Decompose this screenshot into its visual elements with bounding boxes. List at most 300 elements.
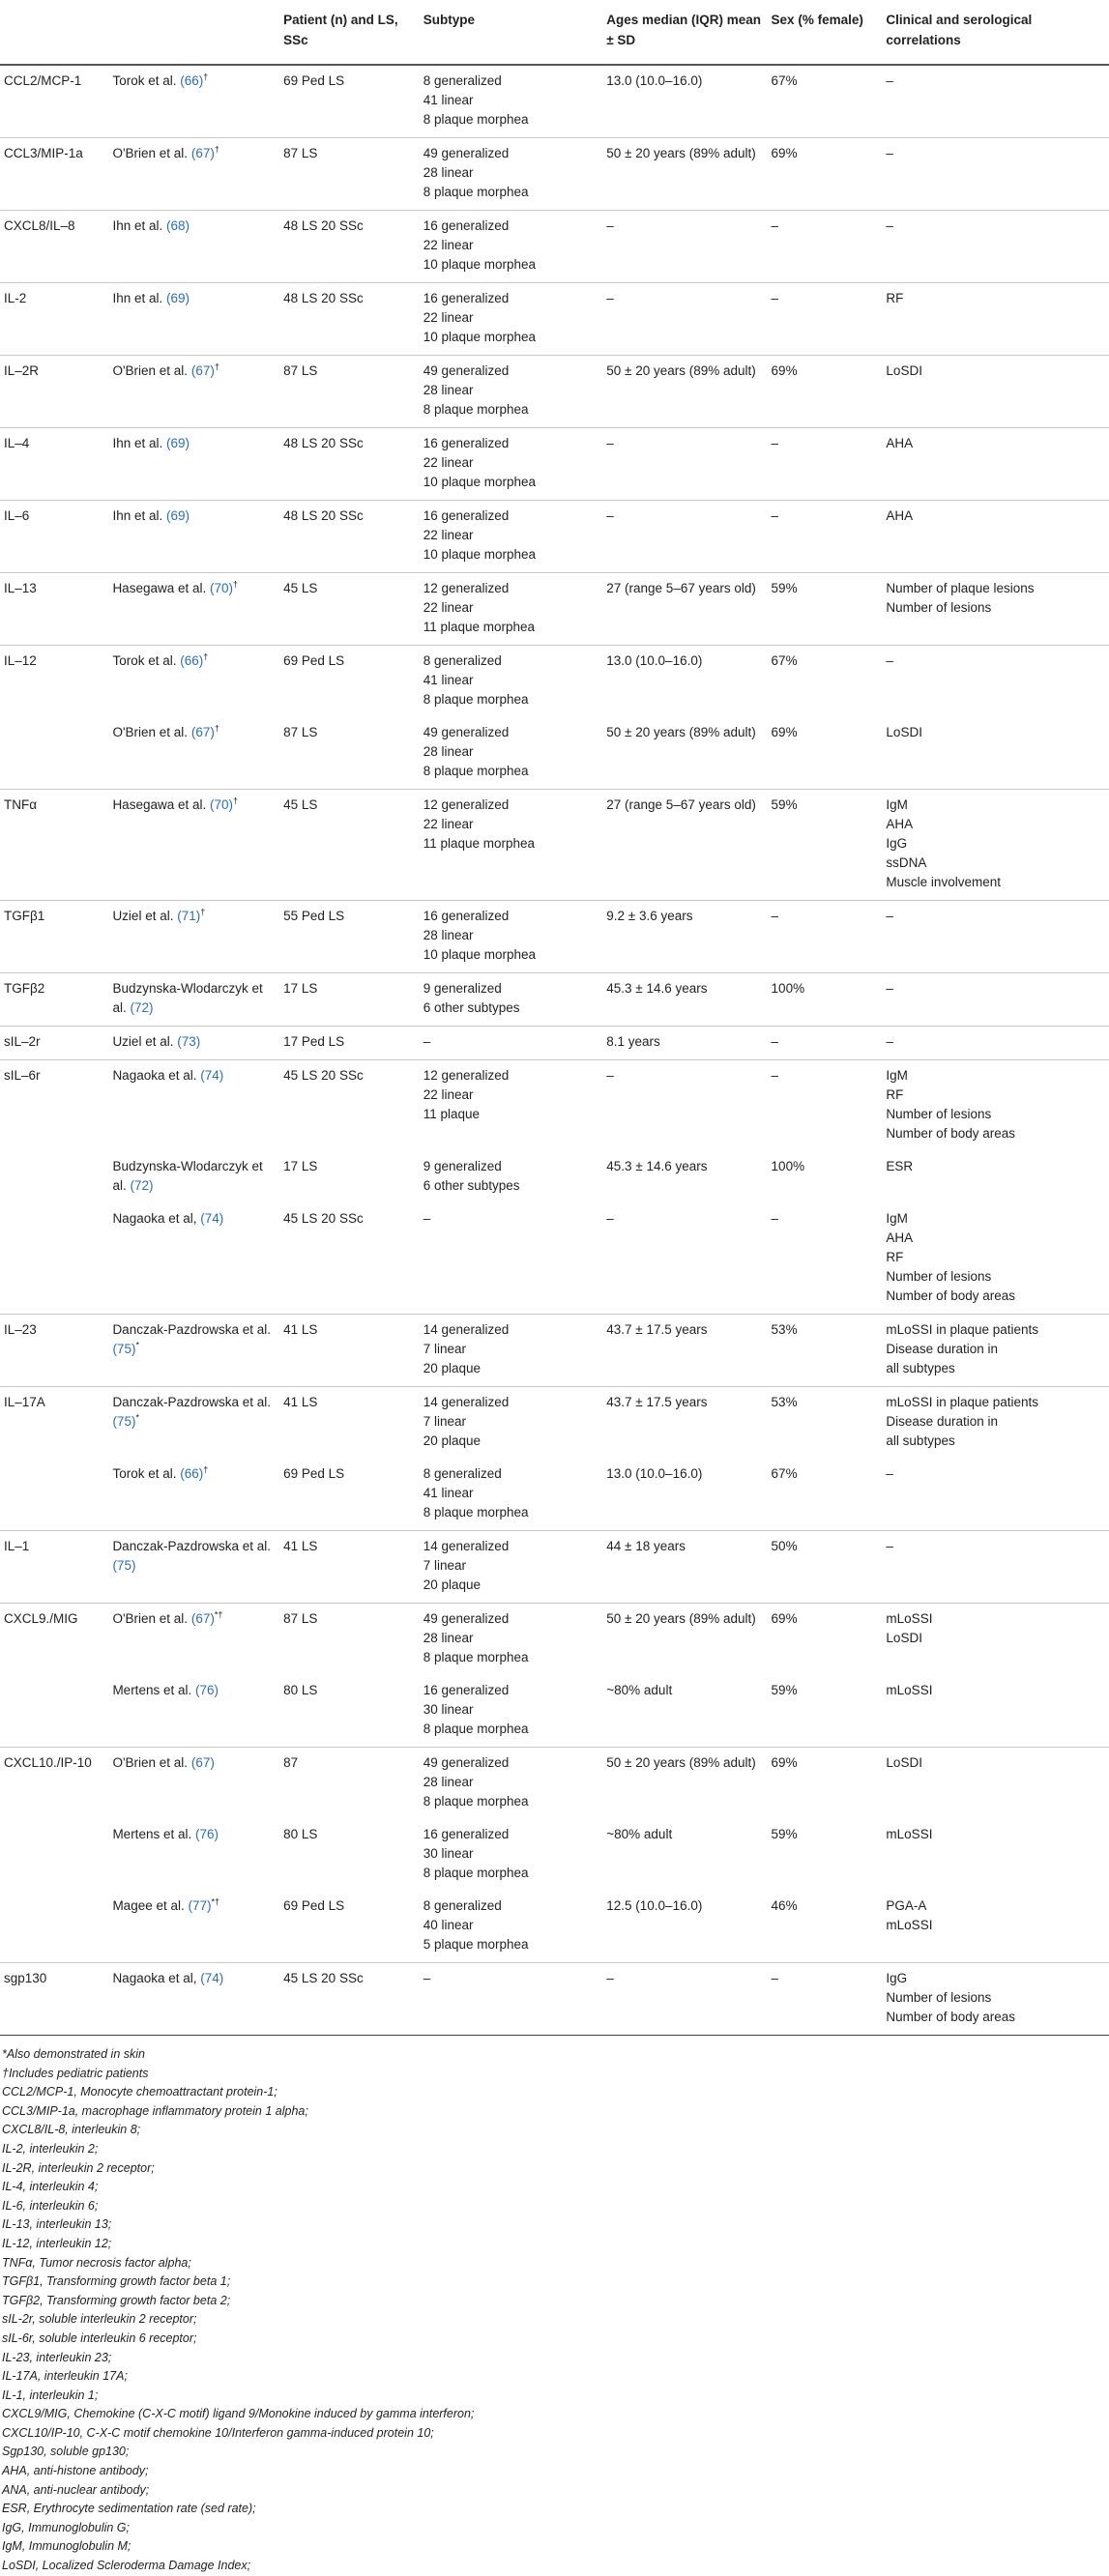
ages-cell: 8.1 years bbox=[602, 1027, 767, 1060]
reference-link[interactable]: (67) bbox=[190, 1611, 215, 1626]
clinical-line: mLoSSI in plaque patients bbox=[886, 1395, 1039, 1409]
study-author: Budzynska-Wlodarczyk et al. bbox=[112, 981, 263, 1015]
footnote-line: CCL2/MCP-1, Monocyte chemoattractant protein-1; bbox=[2, 2085, 277, 2099]
sex-cell: 100% bbox=[768, 973, 883, 1027]
study-cell bbox=[108, 211, 279, 283]
subtype-line: 11 plaque bbox=[423, 1107, 481, 1121]
study-cell bbox=[108, 1459, 279, 1531]
marker-cell: TGFβ1 bbox=[0, 901, 108, 973]
ages-cell: 27 (range 5–67 years old) bbox=[602, 573, 767, 646]
patients-cell: 17 LS bbox=[279, 973, 420, 1027]
sex-cell: 69% bbox=[768, 356, 883, 428]
clinical-line: Number of lesions bbox=[886, 1107, 992, 1121]
ages-cell: – bbox=[602, 211, 767, 283]
clinical-line: – bbox=[886, 653, 893, 668]
study-author: Torok et al. bbox=[112, 73, 177, 88]
reference-link[interactable]: (76) bbox=[195, 1683, 219, 1697]
subtype-line: 30 linear bbox=[423, 1846, 474, 1861]
study-author: Ihn et al. bbox=[112, 508, 163, 523]
sex-cell: 69% bbox=[771, 725, 798, 739]
clinical-cell bbox=[882, 1060, 1109, 1152]
study-author: O'Brien et al. bbox=[112, 146, 189, 160]
table-row bbox=[0, 573, 1109, 646]
subtype-line: 49 generalized bbox=[423, 1611, 510, 1626]
sex-cell: – bbox=[768, 283, 883, 356]
footnote-line: CXCL8/IL-8, interleukin 8; bbox=[2, 2123, 141, 2137]
subtype-line: 49 generalized bbox=[423, 1755, 510, 1770]
table-row bbox=[0, 973, 1109, 1027]
clinical-cell bbox=[882, 573, 1109, 646]
study-author: Hasegawa et al. bbox=[112, 797, 207, 812]
clinical-line: LoSDI bbox=[886, 1755, 922, 1770]
table-row bbox=[0, 790, 1109, 901]
patients-cell: 80 LS bbox=[283, 1827, 318, 1841]
patients-cell: 45 LS bbox=[279, 573, 420, 646]
subtype-line: 8 generalized bbox=[423, 1898, 502, 1913]
sex-cell: 67% bbox=[768, 646, 883, 718]
subtype-line: 7 linear bbox=[423, 1414, 466, 1429]
subtype-cell bbox=[420, 573, 603, 646]
sex-cell: 100% bbox=[771, 1159, 805, 1173]
subtype-line: 8 plaque morphea bbox=[423, 764, 529, 778]
column-header: Patient (n) and LS, SSc bbox=[279, 0, 420, 65]
subtype-line: 28 linear bbox=[423, 1775, 474, 1789]
footnote-line: ANA, anti-nuclear antibody; bbox=[2, 2482, 150, 2497]
study-footnote-mark: * bbox=[135, 1340, 139, 1350]
study-author: Mertens et al. bbox=[112, 1827, 192, 1841]
table-row bbox=[0, 1604, 1109, 1676]
table-row bbox=[0, 1819, 1109, 1891]
table-row bbox=[0, 1151, 1109, 1203]
reference-link[interactable]: (74) bbox=[200, 1068, 224, 1083]
subtype-cell bbox=[420, 790, 603, 901]
subtype-line: 16 generalized bbox=[423, 436, 510, 450]
study-footnote-mark: † bbox=[203, 72, 209, 82]
table-row bbox=[0, 1387, 1109, 1460]
subtype-cell bbox=[420, 65, 603, 138]
subtype-cell bbox=[420, 1604, 603, 1676]
study-author: Nagaoka et al. bbox=[112, 1068, 197, 1083]
clinical-cell bbox=[882, 1459, 1109, 1531]
sex-cell: – bbox=[768, 1060, 883, 1152]
clinical-line: – bbox=[886, 981, 893, 996]
table-row bbox=[0, 1060, 1109, 1152]
subtype-cell bbox=[420, 646, 603, 718]
marker-cell: IL–2R bbox=[0, 356, 108, 428]
ages-cell: 12.5 (10.0–16.0) bbox=[606, 1898, 703, 1913]
subtype-line: 49 generalized bbox=[423, 725, 510, 739]
footnote-line: IL-4, interleukin 4; bbox=[2, 2180, 99, 2194]
subtype-line: – bbox=[423, 1034, 431, 1049]
marker-cell: IL–6 bbox=[0, 501, 108, 573]
table-row bbox=[0, 283, 1109, 356]
study-author: Torok et al. bbox=[112, 1466, 177, 1481]
subtype-cell bbox=[420, 1151, 603, 1203]
reference-link[interactable]: (69) bbox=[166, 436, 190, 450]
subtype-line: 6 other subtypes bbox=[423, 1000, 520, 1015]
clinical-line: ESR bbox=[886, 1159, 914, 1173]
subtype-line: 8 plaque morphea bbox=[423, 1794, 529, 1809]
sex-cell: 59% bbox=[768, 790, 883, 901]
patients-cell: 69 Ped LS bbox=[279, 646, 420, 718]
subtype-line: 14 generalized bbox=[423, 1322, 510, 1337]
subtype-cell bbox=[420, 1203, 603, 1315]
subtype-line: 8 generalized bbox=[423, 73, 502, 88]
reference-link[interactable]: (69) bbox=[166, 508, 190, 523]
reference-link[interactable]: (71) bbox=[177, 909, 201, 923]
table-row bbox=[0, 428, 1109, 501]
subtype-cell bbox=[420, 428, 603, 501]
reference-link[interactable]: (74) bbox=[200, 1971, 224, 1985]
clinical-cell bbox=[882, 1203, 1109, 1315]
patients-cell: 41 LS bbox=[279, 1315, 420, 1387]
table-row bbox=[0, 138, 1109, 211]
ages-cell: 13.0 (10.0–16.0) bbox=[606, 1466, 703, 1481]
study-cell bbox=[108, 138, 279, 211]
study-cell bbox=[108, 717, 279, 790]
footnote-line: IL-17A, interleukin 17A; bbox=[2, 2369, 128, 2384]
clinical-line: – bbox=[886, 73, 893, 88]
clinical-cell bbox=[882, 428, 1109, 501]
patients-cell: 69 Ped LS bbox=[279, 65, 420, 138]
patients-cell: 48 LS 20 SSc bbox=[279, 428, 420, 501]
patients-cell: 69 Ped LS bbox=[283, 1898, 345, 1913]
reference-link[interactable]: (69) bbox=[166, 291, 190, 305]
subtype-line: 9 generalized bbox=[423, 981, 502, 996]
study-footnote-mark: * bbox=[135, 1412, 139, 1423]
subtype-line: 49 generalized bbox=[423, 146, 510, 160]
clinical-line: IgM bbox=[886, 1068, 908, 1083]
subtype-line: 11 plaque morphea bbox=[423, 620, 536, 634]
subtype-line: 28 linear bbox=[423, 165, 474, 180]
clinical-cell bbox=[882, 1963, 1109, 2036]
reference-link[interactable]: (75) bbox=[112, 1342, 136, 1356]
subtype-cell bbox=[420, 1027, 603, 1060]
clinical-line: LoSDI bbox=[886, 363, 922, 378]
table-row bbox=[0, 356, 1109, 428]
study-footnote-mark: † bbox=[200, 907, 206, 917]
clinical-line: Number of plaque lesions bbox=[886, 581, 1035, 595]
subtype-line: 6 other subtypes bbox=[423, 1178, 520, 1193]
marker-cell: sIL–6r bbox=[0, 1060, 108, 1152]
clinical-cell bbox=[882, 356, 1109, 428]
study-author: Danczak-Pazdrowska et al. bbox=[112, 1539, 272, 1553]
table-row bbox=[0, 901, 1109, 973]
table-row bbox=[0, 1748, 1109, 1820]
subtype-cell bbox=[420, 501, 603, 573]
study-author: Ihn et al. bbox=[112, 291, 163, 305]
footnote-line: IL-23, interleukin 23; bbox=[2, 2350, 112, 2364]
marker-cell: sIL–2r bbox=[0, 1027, 108, 1060]
subtype-line: 41 linear bbox=[423, 93, 474, 107]
reference-link[interactable]: (76) bbox=[195, 1827, 219, 1841]
ages-cell: 44 ± 18 years bbox=[602, 1531, 767, 1604]
subtype-line: 28 linear bbox=[423, 383, 474, 397]
study-cell bbox=[108, 1748, 279, 1820]
clinical-line: – bbox=[886, 909, 893, 923]
ages-cell: 43.7 ± 17.5 years bbox=[602, 1387, 767, 1460]
clinical-line: Number of body areas bbox=[886, 2010, 1015, 2024]
subtype-line: 10 plaque morphea bbox=[423, 257, 537, 272]
marker-cell: IL–1 bbox=[0, 1531, 108, 1604]
subtype-line: 16 generalized bbox=[423, 1683, 510, 1697]
table-row bbox=[0, 1531, 1109, 1604]
subtype-line: 30 linear bbox=[423, 1702, 474, 1717]
study-footnote-mark: † bbox=[233, 579, 239, 590]
clinical-cell bbox=[882, 1387, 1109, 1460]
marker-cell: CXCL9./MIG bbox=[0, 1604, 108, 1676]
footnote-line: IL-12, interleukin 12; bbox=[2, 2236, 112, 2250]
reference-link[interactable]: (66) bbox=[180, 653, 204, 668]
footnote-line: TNFα, Tumor necrosis factor alpha; bbox=[2, 2255, 191, 2270]
reference-link[interactable]: (67) bbox=[190, 1755, 215, 1770]
study-footnote-mark: † bbox=[214, 723, 219, 734]
clinical-line: IgM bbox=[886, 1211, 908, 1226]
study-cell bbox=[108, 1604, 279, 1676]
subtype-line: 16 generalized bbox=[423, 1827, 510, 1841]
sex-cell: – bbox=[768, 428, 883, 501]
subtype-line: 22 linear bbox=[423, 817, 474, 831]
table-row bbox=[0, 65, 1109, 138]
sex-cell: 53% bbox=[768, 1315, 883, 1387]
ages-cell: 27 (range 5–67 years old) bbox=[602, 790, 767, 901]
marker-cell: IL–17A bbox=[0, 1387, 108, 1460]
study-cell bbox=[108, 356, 279, 428]
patients-cell: 48 LS 20 SSc bbox=[279, 211, 420, 283]
study-author: Uziel et al. bbox=[112, 909, 174, 923]
footnote-line: IL-13, interleukin 13; bbox=[2, 2217, 112, 2232]
study-cell bbox=[108, 283, 279, 356]
reference-link[interactable]: (67) bbox=[190, 725, 215, 739]
subtype-cell bbox=[420, 356, 603, 428]
subtype-line: 8 generalized bbox=[423, 653, 502, 668]
marker-cell: sgp130 bbox=[0, 1963, 108, 2036]
clinical-line: mLoSSI bbox=[886, 1827, 933, 1841]
footnote-line: AHA, anti-histone antibody; bbox=[2, 2464, 149, 2478]
patients-cell: 80 LS bbox=[283, 1683, 318, 1697]
marker-cell bbox=[0, 1675, 108, 1748]
reference-link[interactable]: (66) bbox=[180, 1466, 204, 1481]
reference-link[interactable]: (70) bbox=[210, 581, 234, 595]
marker-cell: IL–13 bbox=[0, 573, 108, 646]
reference-link[interactable]: (68) bbox=[166, 218, 190, 233]
ages-cell: – bbox=[602, 501, 767, 573]
patients-cell: 55 Ped LS bbox=[279, 901, 420, 973]
clinical-line: LoSDI bbox=[886, 1631, 922, 1645]
sex-cell: – bbox=[771, 1211, 779, 1226]
subtype-line: 49 generalized bbox=[423, 363, 510, 378]
reference-link[interactable]: (67) bbox=[190, 146, 215, 160]
clinical-line: ssDNA bbox=[886, 855, 927, 870]
ages-cell: 43.7 ± 17.5 years bbox=[602, 1315, 767, 1387]
sex-cell: 69% bbox=[768, 138, 883, 211]
clinical-cell bbox=[882, 973, 1109, 1027]
sex-cell: 59% bbox=[768, 573, 883, 646]
study-cell bbox=[108, 1203, 279, 1315]
table-row bbox=[0, 1963, 1109, 2036]
clinical-line: AHA bbox=[886, 1230, 914, 1245]
study-cell bbox=[108, 1387, 279, 1460]
ages-cell: 45.3 ± 14.6 years bbox=[606, 1159, 708, 1173]
subtype-line: 22 linear bbox=[423, 238, 474, 252]
clinical-line: mLoSSI bbox=[886, 1683, 933, 1697]
reference-link[interactable]: (74) bbox=[200, 1211, 224, 1226]
clinical-line: IgG bbox=[886, 836, 908, 851]
footnote-line: IgM, Immunoglobulin M; bbox=[2, 2539, 131, 2554]
subtype-cell bbox=[420, 1891, 603, 1963]
subtype-cell bbox=[420, 1315, 603, 1387]
marker-cell: CCL3/MIP-1a bbox=[0, 138, 108, 211]
patients-cell: 45 LS 20 SSc bbox=[283, 1211, 364, 1226]
table-row bbox=[0, 211, 1109, 283]
reference-link[interactable]: (75) bbox=[112, 1558, 136, 1573]
subtype-line: 8 plaque morphea bbox=[423, 112, 529, 127]
study-author: Magee et al. bbox=[112, 1898, 185, 1913]
marker-cell: TNFα bbox=[0, 790, 108, 901]
subtype-cell bbox=[420, 1819, 603, 1891]
study-author: Nagaoka et al, bbox=[112, 1211, 197, 1226]
ages-cell: 9.2 ± 3.6 years bbox=[602, 901, 767, 973]
footnote-line: CXCL9/MIG, Chemokine (C-X-C motif) ligand 9/Monokine induced by gamma interferon; bbox=[2, 2407, 475, 2421]
patients-cell: 69 Ped LS bbox=[283, 1466, 345, 1481]
subtype-cell bbox=[420, 211, 603, 283]
marker-cell bbox=[0, 1459, 108, 1531]
sex-cell: – bbox=[768, 1027, 883, 1060]
clinical-cell bbox=[882, 1819, 1109, 1891]
study-footnote-mark: *† bbox=[214, 1609, 223, 1620]
subtype-line: 7 linear bbox=[423, 1342, 466, 1356]
table-row bbox=[0, 1027, 1109, 1060]
ages-cell: ~80% adult bbox=[606, 1827, 673, 1841]
reference-link[interactable]: (70) bbox=[210, 797, 234, 812]
subtype-line: 9 generalized bbox=[423, 1159, 502, 1173]
subtype-line: 5 plaque morphea bbox=[423, 1937, 529, 1952]
subtype-line: 22 linear bbox=[423, 310, 474, 325]
clinical-cell bbox=[882, 646, 1109, 718]
sex-cell: 46% bbox=[771, 1898, 798, 1913]
subtype-line: 41 linear bbox=[423, 1486, 474, 1500]
table-row bbox=[0, 1315, 1109, 1387]
subtype-cell bbox=[420, 717, 603, 790]
clinical-cell bbox=[882, 1604, 1109, 1676]
subtype-line: 28 linear bbox=[423, 928, 474, 942]
subtype-cell bbox=[420, 1060, 603, 1152]
table-footnotes bbox=[0, 2036, 1109, 2576]
study-cell bbox=[108, 646, 279, 718]
reference-link[interactable]: (72) bbox=[130, 1000, 154, 1015]
subtype-cell bbox=[420, 1531, 603, 1604]
subtype-line: 16 generalized bbox=[423, 291, 510, 305]
subtype-line: 8 plaque morphea bbox=[423, 1650, 529, 1664]
study-footnote-mark: *† bbox=[211, 1896, 220, 1907]
column-header: Sex (% female) bbox=[768, 0, 883, 65]
study-author: Mertens et al. bbox=[112, 1683, 192, 1697]
subtype-cell bbox=[420, 901, 603, 973]
subtype-line: 10 plaque morphea bbox=[423, 475, 537, 489]
reference-link[interactable]: (73) bbox=[177, 1034, 201, 1049]
clinical-line: AHA bbox=[886, 817, 914, 831]
subtype-cell bbox=[420, 138, 603, 211]
clinical-line: – bbox=[886, 1034, 893, 1049]
footnote-line: Sgp130, soluble gp130; bbox=[2, 2445, 130, 2459]
study-author: Ihn et al. bbox=[112, 436, 163, 450]
clinical-line: Number of lesions bbox=[886, 1269, 992, 1284]
study-author: O'Brien et al. bbox=[112, 1611, 189, 1626]
table-header bbox=[0, 0, 1109, 65]
clinical-cell bbox=[882, 1027, 1109, 1060]
study-author: O'Brien et al. bbox=[112, 1755, 189, 1770]
ages-cell: 13.0 (10.0–16.0) bbox=[602, 65, 767, 138]
clinical-line: Number of body areas bbox=[886, 1126, 1015, 1141]
clinical-line: RF bbox=[886, 1087, 904, 1102]
clinical-cell bbox=[882, 1891, 1109, 1963]
column-header: Subtype bbox=[420, 0, 603, 65]
patients-cell: 87 LS bbox=[279, 138, 420, 211]
sex-cell: 53% bbox=[768, 1387, 883, 1460]
ages-cell: 45.3 ± 14.6 years bbox=[602, 973, 767, 1027]
ages-cell: – bbox=[606, 1211, 614, 1226]
clinical-line: all subtypes bbox=[886, 1361, 955, 1375]
table-row bbox=[0, 1675, 1109, 1748]
study-cell bbox=[108, 1027, 279, 1060]
subtype-line: 22 linear bbox=[423, 455, 474, 470]
footnote-line: ESR, Erythrocyte sedimentation rate (sed rate); bbox=[2, 2502, 256, 2516]
patients-cell: 41 LS bbox=[279, 1531, 420, 1604]
sex-cell: – bbox=[768, 501, 883, 573]
reference-link[interactable]: (75) bbox=[112, 1414, 136, 1429]
study-cell bbox=[108, 1531, 279, 1604]
reference-link[interactable]: (66) bbox=[180, 73, 204, 88]
subtype-line: 8 plaque morphea bbox=[423, 402, 529, 417]
subtype-line: 11 plaque morphea bbox=[423, 836, 536, 851]
subtype-cell bbox=[420, 1748, 603, 1820]
study-author: Nagaoka et al, bbox=[112, 1971, 197, 1985]
reference-link[interactable]: (72) bbox=[130, 1178, 154, 1193]
clinical-cell bbox=[882, 211, 1109, 283]
clinical-line: Number of body areas bbox=[886, 1288, 1015, 1303]
clinical-line: – bbox=[886, 218, 893, 233]
sex-cell: 59% bbox=[771, 1827, 798, 1841]
subtype-line: 12 generalized bbox=[423, 797, 510, 812]
subtype-line: 16 generalized bbox=[423, 508, 510, 523]
footnote-line: CXCL10/IP-10, C-X-C motif chemokine 10/Interferon gamma-induced protein 10; bbox=[2, 2425, 434, 2440]
subtype-cell bbox=[420, 1675, 603, 1748]
column-header bbox=[108, 0, 279, 65]
subtype-line: 40 linear bbox=[423, 1918, 474, 1932]
clinical-cell bbox=[882, 65, 1109, 138]
table-body bbox=[0, 65, 1109, 2036]
footnote-line: sIL-6r, soluble interleukin 6 receptor; bbox=[2, 2330, 197, 2345]
patients-cell: 48 LS 20 SSc bbox=[279, 283, 420, 356]
study-author: Ihn et al. bbox=[112, 218, 163, 233]
clinical-cell bbox=[882, 1151, 1109, 1203]
table-row bbox=[0, 717, 1109, 790]
clinical-cell bbox=[882, 1675, 1109, 1748]
study-author: O'Brien et al. bbox=[112, 725, 189, 739]
patients-cell: 45 LS bbox=[279, 790, 420, 901]
reference-link[interactable]: (77) bbox=[188, 1898, 212, 1913]
clinical-line: AHA bbox=[886, 436, 914, 450]
marker-cell: CXCL8/IL–8 bbox=[0, 211, 108, 283]
subtype-cell bbox=[420, 283, 603, 356]
footnote-line: IL-6, interleukin 6; bbox=[2, 2198, 99, 2213]
clinical-line: LoSDI bbox=[886, 725, 922, 739]
clinical-line: IgG bbox=[886, 1971, 908, 1985]
marker-cell: CXCL10./IP-10 bbox=[0, 1748, 108, 1820]
subtype-line: 20 plaque bbox=[423, 1577, 482, 1592]
subtype-line: 20 plaque bbox=[423, 1433, 482, 1448]
reference-link[interactable]: (67) bbox=[190, 363, 215, 378]
